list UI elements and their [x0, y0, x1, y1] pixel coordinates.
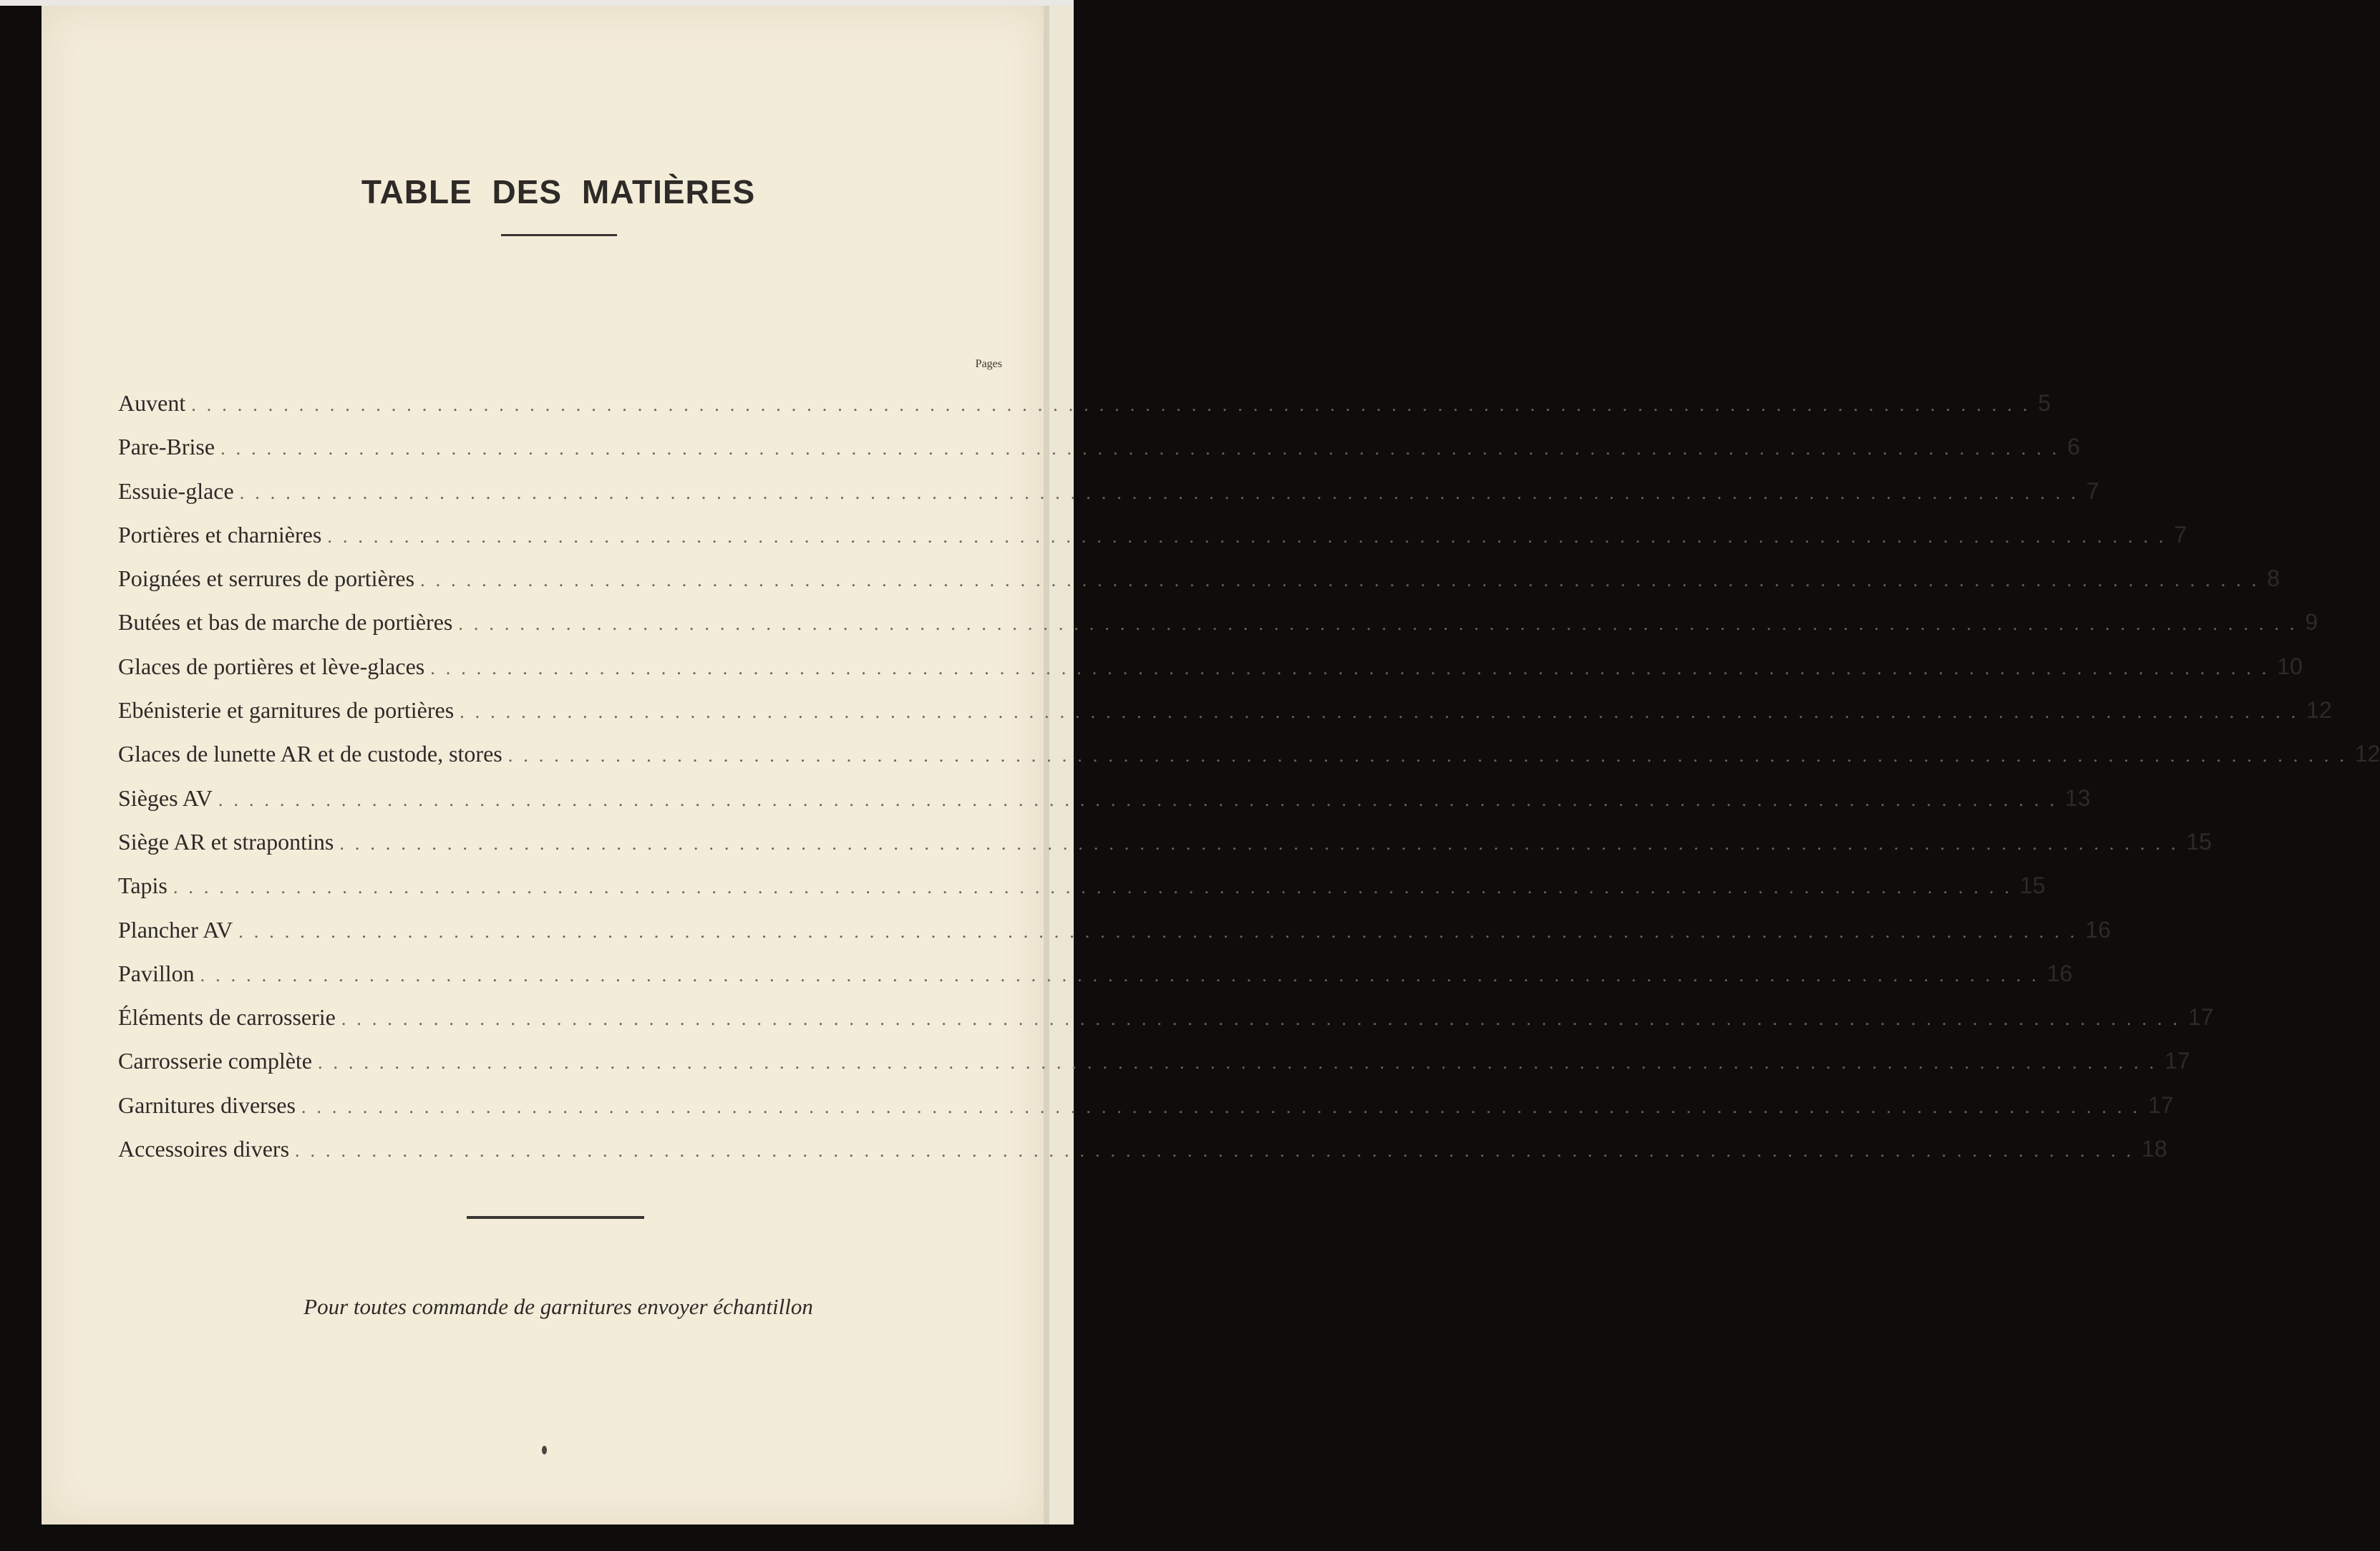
toc-entry	[118, 697, 2332, 741]
toc-entry	[118, 609, 2318, 653]
toc-entry	[118, 1004, 2214, 1048]
toc-dot-leader: ........................................................................................................................	[341, 1008, 2188, 1030]
toc-entry	[118, 390, 2051, 434]
toc-dot-leader: ........................................................................................................................	[238, 920, 2086, 942]
toc-dot-leader: ........................................................................................................................	[173, 877, 2020, 898]
toc-entry-label: Portières et charnières	[118, 521, 322, 548]
toc-entry-page: 15	[2019, 872, 2046, 899]
toc-entry-label: Essuie-glace	[118, 477, 234, 504]
toc-entry	[118, 916, 2111, 961]
toc-entry	[118, 1091, 2174, 1136]
toc-entry-page: 17	[2187, 1004, 2214, 1031]
toc-entry	[118, 960, 2073, 1004]
toc-dot-leader: ........................................................................................................................	[420, 570, 2268, 591]
footer-note: Pour toutes commande de garnitures envoyer échantillon	[303, 1294, 813, 1319]
title-rule	[501, 234, 617, 236]
toc-entry-label: Ebénisterie et garnitures de portières	[118, 697, 455, 724]
page-title: TABLE DES MATIÈRES	[361, 172, 756, 210]
toc-entry-page: 12	[2354, 741, 2380, 767]
toc-entry-page: 6	[2067, 434, 2080, 460]
toc-dot-leader: ........................................................................................................................	[239, 482, 2087, 503]
toc-dot-leader: ........................................................................................................................	[318, 1052, 2165, 1074]
toc-dot-leader: ........................................................................................................................	[191, 394, 2039, 415]
toc-dot-leader: ........................................................................................................................	[458, 613, 2306, 635]
toc-entry-page: 9	[2305, 609, 2318, 636]
toc-entry	[118, 565, 2280, 609]
toc-entry-label: Carrosserie complète	[118, 1048, 312, 1074]
toc-entry-label: Accessoires divers	[118, 1136, 290, 1162]
table-of-contents	[118, 390, 2380, 1180]
toc-entry	[118, 741, 2380, 784]
toc-dot-leader: ........................................................................................................................	[507, 745, 2355, 767]
toc-entry-page: 7	[2174, 521, 2187, 548]
toc-entry-label: Garnitures diverses	[118, 1091, 296, 1118]
toc-dot-leader: ........................................................................................................................	[339, 832, 2187, 854]
toc-entry	[118, 521, 2187, 565]
toc-dot-leader: ........................................................................................................................	[295, 1140, 2142, 1162]
toc-dot-leader: ........................................................................................................................	[301, 1096, 2148, 1117]
toc-entry-label: Glaces de portières et lève-glaces	[118, 653, 425, 679]
toc-entry-label: Butées et bas de marche de portières	[118, 609, 453, 636]
toc-entry	[118, 828, 2212, 872]
toc-entry-label: Sièges AV	[118, 784, 213, 811]
toc-entry-label: Pare-Brise	[118, 434, 215, 460]
toc-dot-leader: ........................................................................................................................	[218, 789, 2065, 810]
toc-entry	[118, 477, 2099, 522]
toc-entry-label: Plancher AV	[118, 916, 233, 943]
toc-entry-page: 17	[2165, 1048, 2190, 1074]
toc-entry-label: Poignées et serrures de portières	[118, 565, 415, 592]
toc-entry-label: Siège AR et strapontins	[118, 828, 334, 855]
toc-entry	[118, 1136, 2167, 1180]
toc-dot-leader: ........................................................................................................................	[430, 657, 2278, 679]
toc-entry-page: 15	[2186, 828, 2212, 855]
toc-entry-page: 18	[2142, 1136, 2167, 1162]
toc-entry	[118, 653, 2303, 697]
scan-background-bottom	[0, 1525, 1074, 1551]
toc-dot-leader: ........................................................................................................................	[460, 701, 2307, 723]
closing-rule	[467, 1216, 644, 1219]
toc-entry-page: 17	[2147, 1091, 2174, 1118]
toc-dot-leader: ........................................................................................................................	[220, 438, 2068, 460]
toc-entry-page: 5	[2038, 390, 2051, 416]
toc-entry-label: Auvent	[118, 390, 186, 416]
ink-mark	[542, 1446, 547, 1454]
toc-dot-leader: ........................................................................................................................	[200, 964, 2047, 986]
toc-entry-page: 12	[2306, 697, 2332, 724]
toc-entry-page: 16	[2046, 960, 2073, 986]
toc-entry	[118, 434, 2080, 477]
toc-entry-page: 7	[2086, 477, 2099, 504]
toc-dot-leader: ........................................................................................................................	[327, 525, 2175, 547]
toc-entry-label: Glaces de lunette AR et de custode, stores	[118, 741, 502, 767]
toc-entry-label: Éléments de carrosserie	[118, 1004, 336, 1031]
toc-entry	[118, 872, 2046, 916]
toc-entry-page: 16	[2085, 916, 2111, 943]
scan-background-top	[0, 0, 1074, 6]
toc-entry	[118, 784, 2091, 829]
toc-entry-label: Pavillon	[118, 960, 195, 986]
toc-entry-label: Tapis	[118, 872, 167, 899]
toc-entry-page: 13	[2064, 784, 2091, 811]
toc-entry-page: 8	[2267, 565, 2280, 592]
toc-entry-page: 10	[2277, 653, 2303, 679]
toc-entry	[118, 1048, 2190, 1091]
pages-column-header: Pages	[975, 358, 1002, 370]
